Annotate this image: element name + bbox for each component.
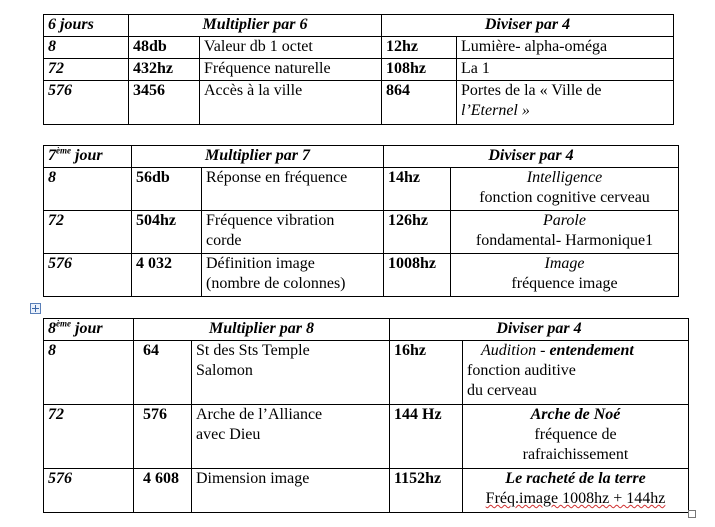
table-resize-handle-icon[interactable] [688,510,696,518]
multiplied-description: Réponse en fréquence [202,168,384,211]
divided-description [463,405,689,469]
multiplied-description-line: corde [206,232,242,249]
multiplied-value: 64 [134,341,192,405]
multiplied-description-line: avec Dieu [196,426,261,443]
divide-header: Diviser par 4 [384,146,679,168]
table-row [44,341,689,405]
multiplied-description-line: Définition image [206,255,315,272]
multiply-header: Multiplier par 6 [129,15,382,37]
multiplied-description-line: St des Sts Temple [196,342,310,359]
multiplied-description-line: (nombre de colonnes) [206,275,346,292]
divided-description: Lumière- alpha-oméga [457,37,674,59]
multiplied-description: Fréquence naturelle [200,59,382,81]
day-ordinal-suffix: ème [56,145,71,156]
divide-header: Diviser par 4 [382,15,674,37]
multiplied-description: Valeur db 1 octet [200,37,382,59]
row-number: 72 [44,211,132,254]
divided-description-title [467,341,684,361]
day-word: jour [71,147,103,164]
table-row [44,469,689,513]
table-move-handle-icon[interactable] [30,303,41,314]
table-row [44,81,674,125]
spellcheck-underlined-text: Fréq.image 1008hz + 144hz [485,490,666,507]
multiplied-description-line: Fréquence vibration [206,212,335,229]
divided-description-line: fonction auditive [467,362,576,379]
multiplied-value: 504hz [132,211,202,254]
row-number: 8 [44,37,129,59]
row-number: 576 [44,254,132,297]
divided-description-title: Image [544,255,585,272]
multiplied-value: 4 608 [134,469,192,513]
divided-description-title: Parole [543,212,586,229]
divided-value: 126hz [384,211,451,254]
multiplied-description [192,341,390,405]
divided-description [463,469,689,513]
row-number: 72 [44,59,129,81]
table-7eme-jour [43,145,679,297]
multiply-header: Multiplier par 7 [132,146,384,168]
day-header [44,319,134,341]
multiplied-value: 48db [129,37,200,59]
row-number: 576 [44,469,134,513]
divided-value: 864 [382,81,457,125]
divided-description-line: du cerveau [467,382,537,399]
divided-value: 12hz [382,37,457,59]
multiplied-description [202,254,384,297]
divided-description-line: Portes de la « Ville de [461,82,602,99]
divided-description [463,341,689,405]
multiplied-value: 4 032 [132,254,202,297]
day-number: 7 [48,147,56,164]
divided-description-title: Le racheté de la terre [505,470,646,487]
title-part: entendement [549,342,634,359]
row-number: 72 [44,405,134,469]
divided-description: La 1 [457,59,674,81]
divided-description [451,168,679,211]
row-number: 8 [44,168,132,211]
multiplied-value: 432hz [129,59,200,81]
table-header-row [44,319,689,341]
divide-header: Diviser par 4 [390,319,689,341]
multiplied-value: 56db [132,168,202,211]
table-header-row [44,15,674,37]
divided-description [451,254,679,297]
divided-value: 1152hz [390,469,463,513]
divided-description-line: fonction cognitive cerveau [479,189,650,206]
day-ordinal-suffix: ème [56,318,71,329]
table-row [44,211,679,254]
table-header-row [44,146,679,168]
day-header [44,146,132,168]
divided-value: 14hz [384,168,451,211]
divided-description-line [467,489,684,509]
table-8eme-jour [43,318,689,513]
table-row [44,405,689,469]
divided-description-line: rafraichissement [522,446,629,463]
day-word: jour [71,320,103,337]
divided-description [451,211,679,254]
divided-description-line: fréquence de [534,426,617,443]
table-row [44,168,679,211]
divided-value: 108hz [382,59,457,81]
multiplied-description: Accès à la ville [200,81,382,125]
day-header: 6 jours [44,15,129,37]
row-number: 576 [44,81,129,125]
table-row [44,37,674,59]
table-row [44,254,679,297]
multiplied-description-line: Arche de l’Alliance [196,406,323,423]
title-part: Audition - [481,342,550,359]
multiplied-description: Dimension image [192,469,390,513]
multiplied-description-line: Salomon [196,362,253,379]
divided-description-title: Intelligence [526,169,603,186]
divided-description-line: fondamental- Harmonique1 [475,232,654,249]
multiplied-value: 3456 [129,81,200,125]
divided-description-line: fréquence image [511,275,618,292]
divided-description-line: l’Eternel » [461,102,530,119]
divided-value: 1008hz [384,254,451,297]
multiplied-value: 576 [134,405,192,469]
day-number: 8 [48,320,56,337]
divided-description-title: Arche de Noé [530,406,621,423]
divided-description [457,81,674,125]
table-6-jours [43,14,674,125]
divided-value: 16hz [390,341,463,405]
multiply-header: Multiplier par 8 [134,319,390,341]
divided-value: 144 Hz [390,405,463,469]
table-row [44,59,674,81]
multiplied-description [202,211,384,254]
multiplied-description [192,405,390,469]
row-number: 8 [44,341,134,405]
